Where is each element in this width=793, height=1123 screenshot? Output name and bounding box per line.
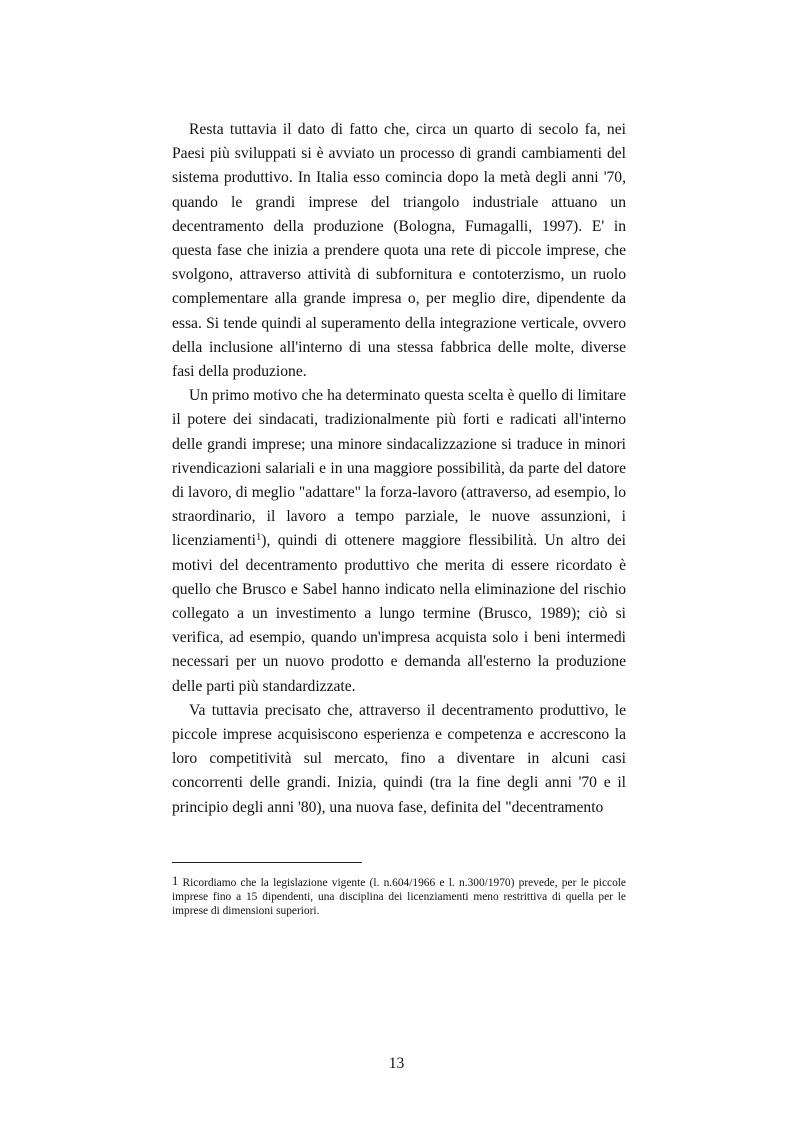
page-number: 13 [388,1055,405,1072]
paragraph-2-text-start: Un primo motivo che ha determinato questa scelta è quello di limitare il potere dei sindacati, tradizionalmente più forti e radicati all'interno delle grandi imprese; una minore sindacalizzazione si traduce in minori rivendicazioni salariali e in una maggiore possibilità, da parte del datore di lavoro, di meglio "adattare" la forza-lavoro (attraverso, ad esempio, lo straordinario, il lavoro a tempo parziale, le nuove assunzioni, i licenziamenti [172,387,626,550]
paragraph-1 [172,118,626,384]
footnote-mark: 1 [172,874,179,888]
paragraph-3 [172,699,626,820]
paragraph-2 [172,384,626,699]
paragraph-3-text: Va tuttavia precisato che, attraverso il decentramento produttivo, le piccole imprese acquisiscono esperienza e competenza e accrescono la loro competitività sul mercato, fino a diventare in alcuni casi concorrenti delle grandi. Inizia, quindi (tra la fine degli anni '70 e il principio degli anni '80), una nuova fase, definita del "decentramento [172,701,626,816]
footnote-separator [172,862,362,863]
paragraph-2-text-end: ), quindi di ottenere maggiore flessibilità. Un altro dei motivi del decentramento produttivo che merita di essere ricordato è quello che Brusco e Sabel hanno indicato nella eliminazione del rischio collegato a un investimento a lungo termine (Brusco, 1989); ciò si verifica, ad esempio, quando un'impresa acquista solo i beni intermedi necessari per un nuovo prodotto e demanda all'esterno la produzione delle parti più standardizzate. [172,532,626,695]
footnote [172,874,626,919]
footnote-text: Ricordiamo che la legislazione vigente (l. n.604/1966 e l. n.300/1970) prevede, per le piccole imprese fino a 15 dipendenti, una disciplina dei licenziamenti meno restrittiva di quella per le imprese di dimensioni superiori. [172,877,626,918]
body-text [172,118,626,820]
paragraph-1-text: Resta tuttavia il dato di fatto che, circa un quarto di secolo fa, nei Paesi più sviluppati si è avviato un processo di grandi cambiamenti del sistema produttivo. In Italia esso comincia dopo la metà degli anni '70, quando le grandi imprese del triangolo industriale attuano un decentramento della produzione (Bologna, Fumagalli, 1997). E' in questa fase che inizia a prendere quota una rete di piccole imprese, che svolgono, attraverso attività di subfornitura e contoterzismo, un ruolo complementare alla grande impresa o, per meglio dire, dipendente da essa. Si tende quindi al superamento della integrazione verticale, ovvero della inclusione all'interno di una stessa fabbrica delle molte, diverse fasi della produzione. [172,121,626,381]
footnote-reference: 1 [256,532,262,544]
